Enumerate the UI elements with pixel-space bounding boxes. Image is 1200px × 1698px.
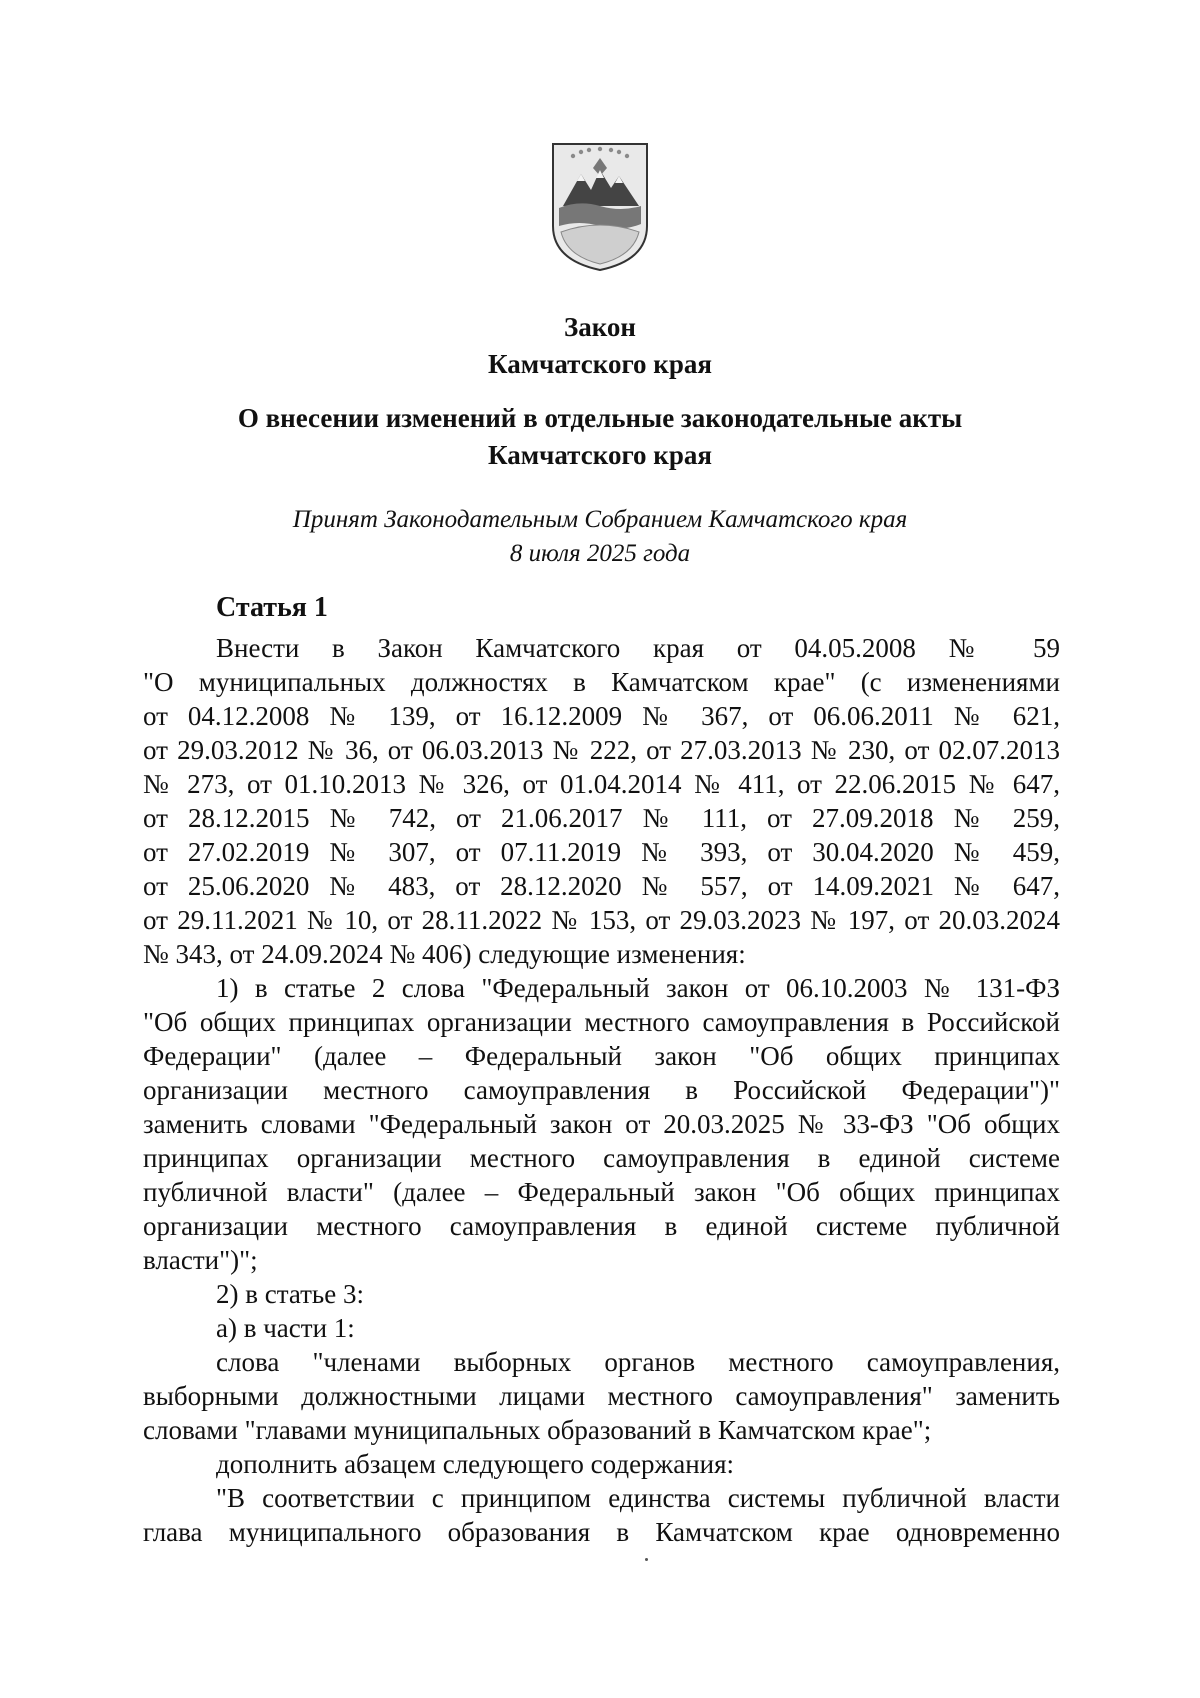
text-line: выборными должностными лицами местного самоуправления" заменить — [143, 1381, 1060, 1411]
scan-speck — [645, 1558, 648, 1561]
text-line: заменить словами "Федеральный закон от 20.03.2025 № 33-ФЗ "Об общих — [143, 1109, 1060, 1139]
text-line: 1) в статье 2 слова "Федеральный закон от 06.10.2003 № 131-ФЗ — [216, 973, 1060, 1003]
text-line: а) в части 1: — [216, 1313, 355, 1343]
text-line: от 04.12.2008 № 139, от 16.12.2009 № 367, от 06.06.2011 № 621, — [143, 701, 1060, 731]
adoption-line-1: Принят Законодательным Собранием Камчатского края — [292, 506, 908, 533]
article-heading: Статья 1 — [216, 592, 328, 623]
text-line: Федерации" (далее – Федеральный закон "Об общих принципах — [143, 1041, 1060, 1071]
text-line: 2) в статье 3: — [216, 1279, 364, 1309]
text-line: принципах организации местного самоуправления в единой системе — [143, 1143, 1060, 1173]
law-title-line-1: Закон — [563, 312, 636, 342]
text-line: от 27.02.2019 № 307, от 07.11.2019 № 393, от 30.04.2020 № 459, — [143, 837, 1060, 867]
text-line: № 273, от 01.10.2013 № 326, от 01.04.2014 № 411, от 22.06.2015 № 647, — [143, 769, 1060, 799]
law-title — [0, 309, 1200, 383]
text-line: организации местного самоуправления в Российской Федерации")" — [143, 1075, 1060, 1105]
text-line: дополнить абзацем следующего содержания: — [216, 1449, 735, 1479]
text-line: организации местного самоуправления в единой системе публичной — [143, 1211, 1060, 1241]
adoption-note — [0, 503, 1200, 571]
adoption-date: 8 июля 2025 года — [509, 540, 691, 567]
kamchatka-coat-of-arms-icon — [549, 140, 651, 274]
text-line: публичной власти" (далее – Федеральный закон "Об общих принципах — [143, 1177, 1060, 1207]
text-line: власти")"; — [143, 1245, 258, 1275]
text-line: от 28.12.2015 № 742, от 21.06.2017 № 111, от 27.09.2018 № 259, — [143, 803, 1060, 833]
law-subject — [0, 400, 1200, 474]
text-line: слова "членами выборных органов местного самоуправления, — [216, 1347, 1060, 1377]
text-line: от 29.03.2012 № 36, от 06.03.2013 № 222, от 27.03.2013 № 230, от 02.07.2013 — [143, 735, 1060, 765]
text-line: "В соответствии с принципом единства системы публичной власти — [216, 1483, 1060, 1513]
text-line: словами "главами муниципальных образований в Камчатском крае"; — [143, 1415, 932, 1445]
text-line: от 29.11.2021 № 10, от 28.11.2022 № 153, от 29.03.2023 № 197, от 20.03.2024 — [143, 905, 1060, 935]
text-line: "Об общих принципах организации местного самоуправления в Российской — [143, 1007, 1060, 1037]
text-line: "О муниципальных должностях в Камчатском крае" (с изменениями — [143, 667, 1060, 697]
text-line: глава муниципального образования в Камчатском крае одновременно — [143, 1517, 1060, 1547]
law-title-line-2: Камчатского края — [488, 349, 712, 379]
law-subject-line-1: О внесении изменений в отдельные законодательные акты — [237, 403, 963, 433]
text-line: № 343, от 24.09.2024 № 406) следующие изменения: — [143, 939, 746, 969]
law-subject-line-2: Камчатского края — [488, 440, 712, 470]
text-line: от 25.06.2020 № 483, от 28.12.2020 № 557, от 14.09.2021 № 647, — [143, 871, 1060, 901]
text-line: Внести в Закон Камчатского края от 04.05.2008 № 59 — [216, 633, 1060, 663]
